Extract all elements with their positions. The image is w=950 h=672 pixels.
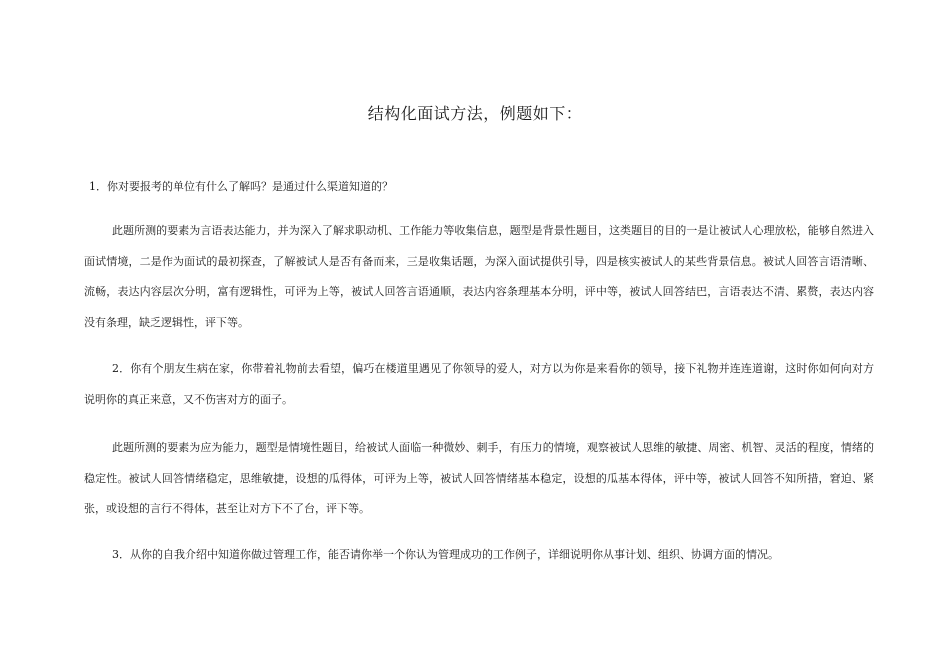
- answer-1-paragraph: 此题所测的要素为言语表达能力，并为深入了解求职动机、工作能力等收集信息，题型是背景性题目，这类题目的目的一是让被试人心理放松，能够自然进入面试情境，二是作为面试的最初探查，了解被试人是否有备而来，三是收集话题，为深入面试提供引导，四是核实被试人的某些背景信息。被试人回答言语清晰、流畅，表达内容层次分明，富有逻辑性，可评为上等，被试人回答言语通顺，表达内容条理基本分明，评中等，被试人回答结巴，言语表达不清、累赘，表达内容没有条理，缺乏逻辑性，评下等。: [84, 224, 874, 329]
- answer-2-paragraph: 此题所测的要素为应为能力，题型是情境性题目，给被试人面临一种微妙、刺手，有压力的情境，观察被试人思维的敏捷、周密、机智、灵活的程度，情绪的稳定性。被试人回答情绪稳定，思维敏捷，设想的瓜得体，可评为上等，被试人回答情绪基本稳定，设想的瓜基本得体，评中等，被试人回答不知所措，窘迫、紧张，或设想的言行不得体，甚至让对方下不了台，评下等。: [84, 441, 874, 515]
- document-title: 结构化面试方法，例题如下：: [367, 104, 583, 123]
- question-1: 1．你对要报考的单位有什么了解吗？是通过什么渠道知道的？: [89, 180, 393, 193]
- question-2: 2．你有个朋友生病在家，你带着礼物前去看望，偏巧在楼道里遇见了你领导的爱人，对方以为你是来看你的领导，接下礼物并连连道谢，这时你如何向对方说明你的真正来意，又不伤害对方的面子。: [84, 362, 874, 406]
- question-3: 3．从你的自我介绍中知道你做过管理工作，能否请你举一个你认为管理成功的工作例子，详细说明你从事计划、组织、协调方面的情况。: [112, 548, 779, 561]
